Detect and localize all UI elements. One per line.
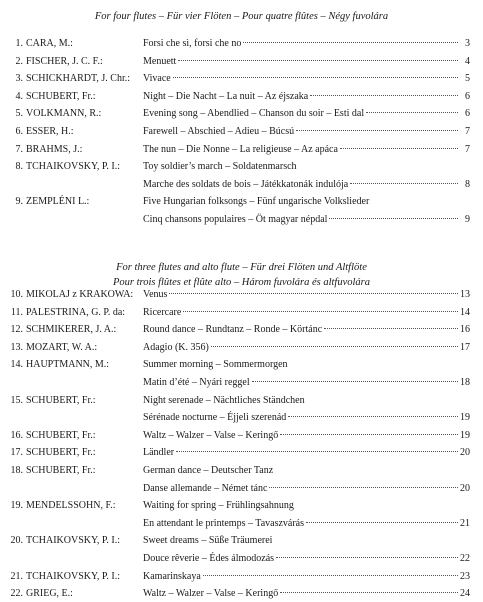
piece-title: Kamarinskaya (143, 570, 201, 582)
toc-entry (0, 194, 483, 210)
title-line (143, 159, 470, 175)
piece-title: Ländler (143, 447, 175, 459)
dot-leader (280, 433, 458, 435)
toc-entry (0, 71, 483, 87)
entry-number: 22. (10, 588, 23, 600)
entry-number: 2. (15, 55, 23, 67)
entry-number: 3. (15, 73, 23, 85)
composer-name: BRAHMS, J.: (26, 143, 83, 155)
toc-entry-continuation (0, 375, 483, 391)
title-line (143, 533, 470, 549)
toc-entry (0, 357, 483, 373)
title-line (143, 287, 470, 303)
entry-number: 9. (15, 196, 23, 208)
toc-entry (0, 159, 483, 175)
dot-leader (340, 147, 458, 149)
entry-number: 21. (10, 570, 23, 582)
title-line (143, 89, 470, 105)
dot-leader (280, 591, 458, 593)
entry-number: 5. (15, 108, 23, 120)
entry-number: 1. (15, 38, 23, 49)
title-line (143, 445, 470, 461)
composer-name: TCHAIKOVSKY, P. I.: (26, 535, 120, 547)
toc-entry-continuation (0, 551, 483, 567)
page-number: 20 (460, 447, 470, 459)
piece-title: Waiting for spring – Frühlingsahnung (143, 500, 294, 512)
title-line (143, 71, 470, 87)
dot-leader (306, 521, 458, 523)
title-line (143, 305, 470, 321)
entry-number: 14. (10, 359, 23, 371)
title-line (143, 481, 470, 497)
page-number: 5 (465, 73, 470, 85)
toc-entry (0, 106, 483, 122)
page-number: 9 (465, 214, 470, 225)
dot-leader (366, 111, 458, 113)
composer-name: VOLKMANN, R.: (26, 108, 102, 120)
piece-title: Cinq chansons populaires – Öt magyar népdal (143, 214, 328, 225)
composer-name: MOZART, W. A.: (26, 341, 98, 353)
composer-name: SCHUBERT, Fr.: (26, 90, 96, 102)
title-line (143, 124, 470, 140)
title-line (143, 375, 470, 391)
title-line (143, 54, 470, 70)
page-number: 13 (460, 289, 470, 300)
title-line (143, 463, 470, 479)
dot-leader (350, 182, 458, 184)
piece-title: Menuett (143, 55, 177, 67)
title-line (143, 357, 470, 373)
toc-entry (0, 445, 483, 461)
composer-name: HAUPTMANN, M.: (26, 359, 110, 371)
entry-number: 10. (10, 289, 23, 300)
piece-title: Sweet dreams – Süße Träumerei (143, 535, 273, 547)
composer-name: SCHUBERT, Fr.: (26, 394, 96, 406)
piece-title: Matin d’été – Nyári reggel (143, 377, 250, 388)
page-number: 22 (460, 553, 470, 564)
dot-leader (288, 415, 458, 417)
dot-leader (269, 486, 458, 488)
dot-leader (310, 94, 458, 96)
page-number: 6 (465, 90, 470, 102)
entry-number: 8. (15, 161, 23, 173)
composer-name: TCHAIKOVSKY, P. I.: (26, 570, 120, 582)
section-heading-three-flutes-line2: Pour trois flûtes et flûte alto – Három fuvolára és altfuvolára (112, 277, 371, 288)
piece-title: Waltz – Walzer – Valse – Keringő (143, 588, 279, 600)
page-number: 3 (465, 38, 470, 49)
section-heading-three-flutes-line1: For three flutes and alto flute – Für drei Flöten und Altflöte (116, 262, 367, 273)
title-line (143, 410, 470, 426)
toc-entry (0, 287, 483, 303)
piece-title: The nun – Die Nonne – La religieuse – Az apáca (143, 143, 338, 155)
composer-name: PALESTRINA, G. P. da: (26, 306, 126, 318)
toc-entry (0, 428, 483, 444)
page-number: 19 (460, 429, 470, 441)
toc-entry (0, 89, 483, 105)
page-number: 4 (465, 55, 470, 67)
toc-entry (0, 498, 483, 514)
page-number: 24 (460, 588, 470, 600)
piece-title: Adagio (K. 356) (143, 341, 209, 353)
piece-title: Night – Die Nacht – La nuit – Az éjszaka (143, 90, 309, 102)
entry-number: 11. (10, 306, 23, 318)
page-number: 17 (460, 341, 470, 353)
title-line (143, 212, 470, 228)
toc-entry-continuation (0, 516, 483, 532)
piece-title: Venus (143, 289, 168, 300)
title-line (143, 177, 470, 193)
piece-title: Vivace (143, 73, 171, 85)
dot-leader (183, 310, 458, 312)
toc-entry (0, 393, 483, 409)
piece-title: Forsi che sì, forsi che no (143, 38, 242, 49)
title-line (143, 569, 470, 585)
entry-number: 17. (10, 447, 23, 459)
dot-leader (178, 59, 458, 61)
page-number: 19 (460, 412, 470, 424)
title-line (143, 340, 470, 356)
title-line (143, 142, 470, 158)
piece-title: Toy soldier’s march – Soldatenmarsch (143, 161, 297, 173)
dot-leader (324, 327, 458, 329)
title-line (143, 194, 470, 210)
composer-name: GRIEG, E.: (26, 588, 73, 600)
entry-number: 15. (10, 394, 23, 406)
toc-entry (0, 322, 483, 338)
page-number: 16 (460, 324, 470, 336)
piece-title: Evening song – Abendlied – Chanson du soir – Esti dal (143, 108, 365, 120)
composer-name: TCHAIKOVSKY, P. I.: (26, 161, 120, 173)
composer-name: FISCHER, J. C. F.: (26, 55, 103, 67)
entry-number: 6. (15, 126, 23, 137)
section-heading-four-flutes: For four flutes – Für vier Flöten – Pour quatre flûtes – Négy fuvolára (94, 11, 389, 22)
composer-name: MENDELSSOHN, F.: (26, 500, 116, 512)
entry-number: 13. (10, 341, 23, 353)
piece-title: Waltz – Walzer – Valse – Keringő (143, 429, 279, 441)
page-number: 18 (460, 377, 470, 388)
entry-number: 18. (10, 465, 23, 476)
dot-leader (276, 556, 458, 558)
dot-leader (176, 450, 458, 452)
page-number: 8 (465, 178, 470, 190)
dot-leader (296, 129, 458, 131)
title-line (143, 322, 470, 338)
page-number: 6 (465, 108, 470, 120)
piece-title: Danse allemande – Német tánc (143, 482, 268, 494)
composer-name: CARA, M.: (26, 38, 73, 49)
toc-entry (0, 340, 483, 356)
piece-title: Douce rêverie – Édes álmodozás (143, 553, 275, 564)
piece-title: Marche des soldats de bois – Játékkatonák indulója (143, 178, 349, 190)
piece-title: Five Hungarian folksongs – Fünf ungarische Volkslieder (143, 196, 370, 208)
composer-name: SCHMIKERER, J. A.: (26, 324, 117, 336)
title-line (143, 498, 470, 514)
piece-title: Round dance – Rundtanz – Ronde – Körtánc (143, 324, 323, 336)
entry-number: 16. (10, 429, 23, 441)
entry-number: 20. (10, 535, 23, 547)
toc-entry (0, 142, 483, 158)
piece-title: Sérénade nocturne – Éjjeli szerenád (143, 412, 287, 424)
entry-number: 4. (15, 90, 23, 102)
toc-entry (0, 124, 483, 140)
entry-number: 12. (10, 324, 23, 336)
page-number: 14 (460, 306, 470, 318)
title-line (143, 106, 470, 122)
entry-number: 19. (10, 500, 23, 512)
dot-leader (243, 41, 458, 43)
entry-number: 7. (15, 143, 23, 155)
composer-name: SCHICKHARDT, J. Chr.: (26, 73, 130, 85)
dot-leader (252, 380, 458, 382)
toc-entry-continuation (0, 410, 483, 426)
toc-entry-continuation (0, 212, 483, 228)
title-line (143, 516, 470, 532)
title-line (143, 551, 470, 567)
composer-name: ZEMPLÉNI L.: (26, 196, 90, 208)
page-number: 7 (465, 126, 470, 137)
dot-leader (329, 217, 458, 219)
title-line (143, 393, 470, 409)
dot-leader (169, 292, 458, 294)
dot-leader (173, 76, 458, 78)
composer-name: MIKOLAJ z KRAKOWA: (26, 289, 134, 300)
title-line (143, 428, 470, 444)
composer-name: SCHUBERT, Fr.: (26, 465, 96, 476)
page-number: 20 (460, 482, 470, 494)
toc-entry (0, 36, 483, 52)
dot-leader (203, 574, 458, 576)
toc-entry (0, 569, 483, 585)
piece-title: Ricercare (143, 306, 182, 318)
dot-leader (211, 345, 458, 347)
piece-title: German dance – Deutscher Tanz (143, 465, 274, 476)
toc-entry (0, 305, 483, 321)
piece-title: En attendant le printemps – Tavaszvárás (143, 517, 305, 529)
piece-title: Farewell – Abschied – Adieu – Búcsú (143, 126, 295, 137)
toc-entry (0, 54, 483, 70)
toc-entry-continuation (0, 481, 483, 497)
toc-entry (0, 463, 483, 479)
toc-entry (0, 533, 483, 549)
piece-title: Summer morning – Sommermorgen (143, 359, 288, 371)
composer-name: SCHUBERT, Fr.: (26, 429, 96, 441)
page-number: 23 (460, 570, 470, 582)
page-number: 21 (460, 517, 470, 529)
page-number: 7 (465, 143, 470, 155)
title-line (143, 36, 470, 52)
toc-entry-continuation (0, 177, 483, 193)
composer-name: ESSER, H.: (26, 126, 74, 137)
piece-title: Night serenade – Nächtliches Ständchen (143, 394, 305, 406)
composer-name: SCHUBERT, Fr.: (26, 447, 96, 459)
